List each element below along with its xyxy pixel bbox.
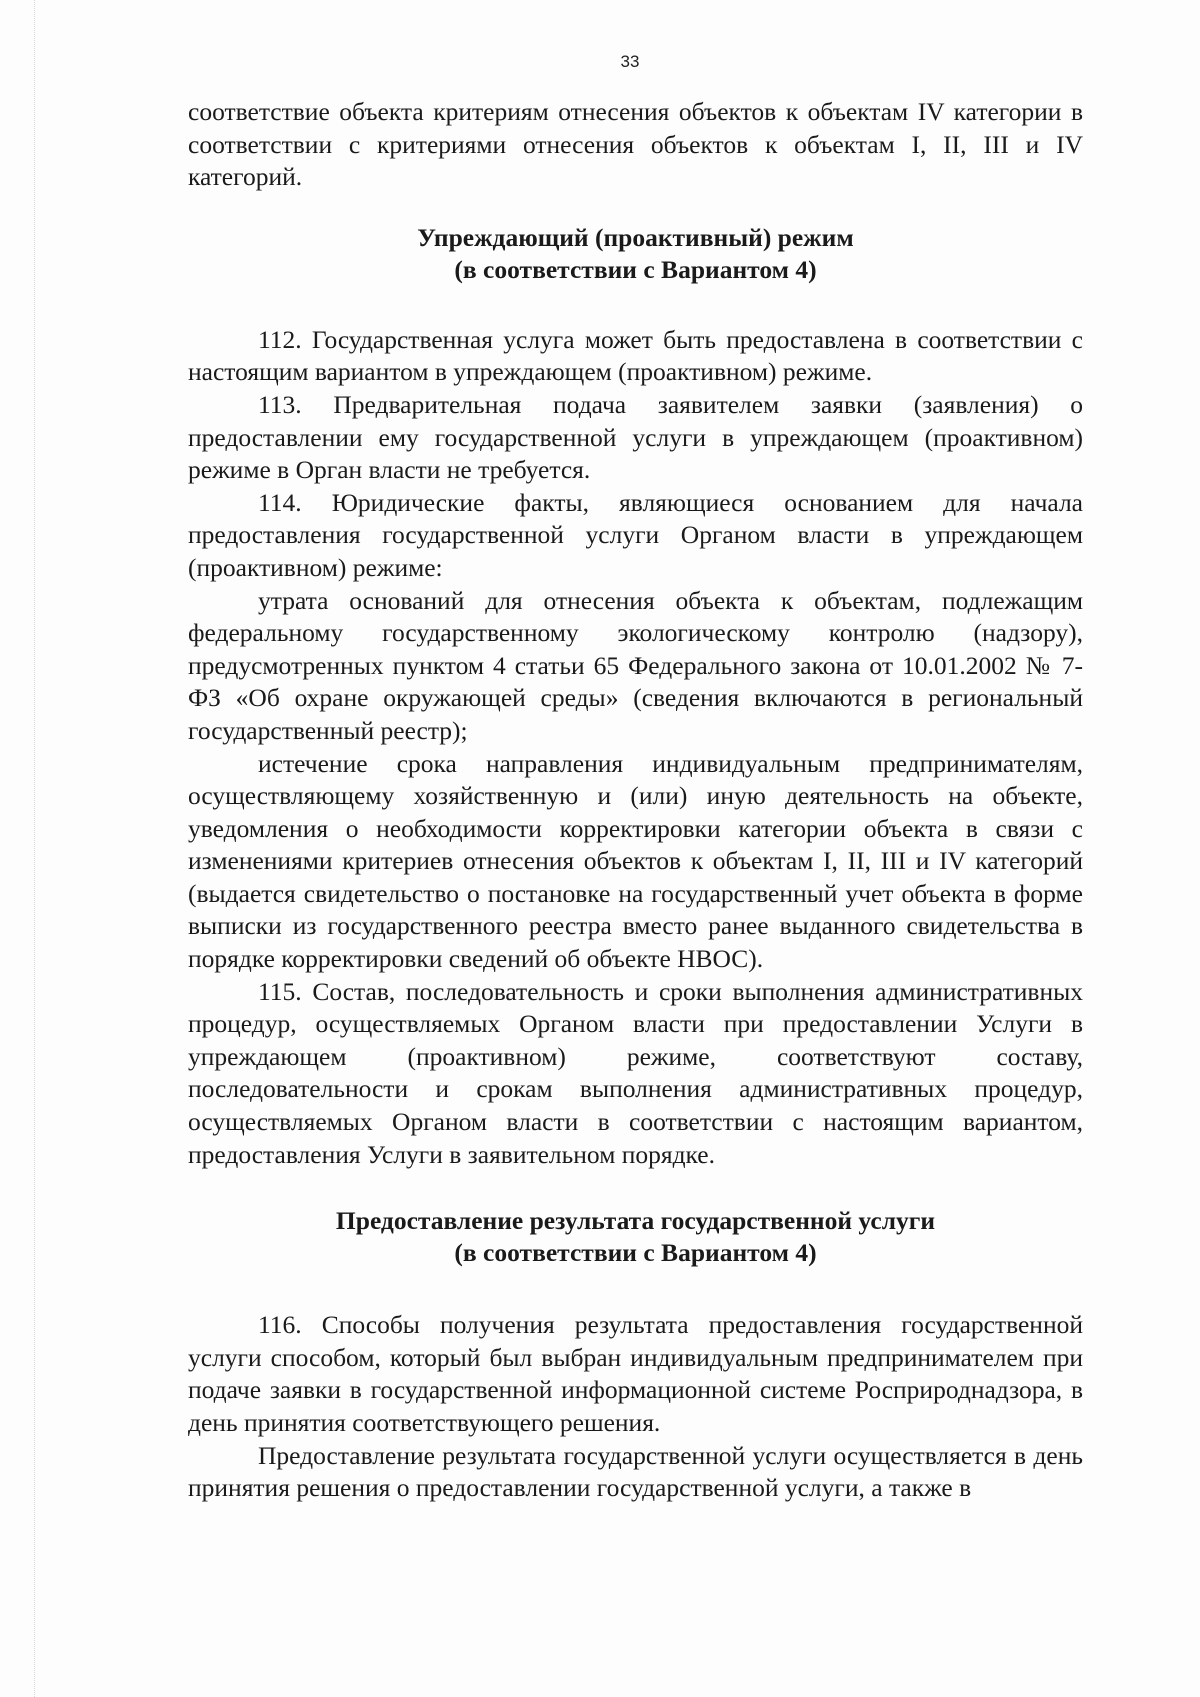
paragraph-114-item-2: истечение срока направления индивидуальным предпринимателям, осуществляющему хозяйственную и (или) иную деятельность на объекте, уведомления о необходимости корректировки категории объекта в связи с изменениями критериев отнесения объектов к объектам I, II, III и IV категорий (выдается свидетельство о постановке на государственный учет объекта в форме выписки из государственного реестра вместо ранее выданного свидетельства в порядке корректировки сведений об объекте НВОС). bbox=[188, 748, 1083, 974]
heading-line: (в соответствии с Вариантом 4) bbox=[454, 1238, 817, 1268]
paragraph-115: 115. Состав, последовательность и сроки выполнения административных процедур, осуществляемых Органом власти при предоставлении Услуги в упреждающем (проактивном) режиме, соответствуют составу, последовательности и срокам выполнения административных процедур, осуществляемых Органом власти в соответствии с настоящим вариантом, предоставления Услуги в заявительном порядке. bbox=[188, 976, 1083, 1169]
paragraph-114-item-1: утрата оснований для отнесения объекта к объектам, подлежащим федеральному государственному экологическому контролю (надзору), предусмотренных пунктом 4 статьи 65 Федерального закона от 10.01.2002 № 7-ФЗ «Об охране окружающей среды» (сведения включаются в региональный государственный реестр); bbox=[188, 585, 1083, 745]
scan-margin-line bbox=[34, 0, 35, 1697]
section-heading-result bbox=[188, 1205, 1083, 1269]
paragraph-112: 112. Государственная услуга может быть предоставлена в соответствии с настоящим вариантом в упреждающем (проактивном) режиме. bbox=[188, 324, 1083, 387]
paragraph-114: 114. Юридические факты, являющиеся основанием для начала предоставления государственной услуги Органом власти в упреждающем (проактивном) режиме: bbox=[188, 487, 1083, 582]
section-heading-proactive bbox=[188, 222, 1083, 286]
document-body bbox=[188, 96, 1083, 1505]
page-number: 33 bbox=[620, 52, 640, 71]
heading-line: Предоставление результата государственной услуги bbox=[335, 1206, 936, 1236]
intro-paragraph: соответствие объекта критериям отнесения объектов к объектам IV категории в соответствии с критериями отнесения объектов к объектам I, II, III и IV категорий. bbox=[188, 97, 1083, 192]
paragraph-116: 116. Способы получения результата предоставления государственной услуги способом, который был выбран индивидуальным предпринимателем при подаче заявки в государственной информационной системе Росприроднадзора, в день принятия соответствующего решения. bbox=[188, 1310, 1083, 1437]
paragraph-116-continued: Предоставление результата государственной услуги осуществляется в день принятия решения о предоставлении государственной услуги, а также в bbox=[188, 1440, 1083, 1503]
heading-line: (в соответствии с Вариантом 4) bbox=[454, 254, 817, 284]
heading-line: Упреждающий (проактивный) режим bbox=[417, 222, 854, 252]
paragraph-113: 113. Предварительная подача заявителем заявки (заявления) о предоставлении ему государственной услуги в упреждающем (проактивном) режиме в Орган власти не требуется. bbox=[188, 389, 1083, 485]
